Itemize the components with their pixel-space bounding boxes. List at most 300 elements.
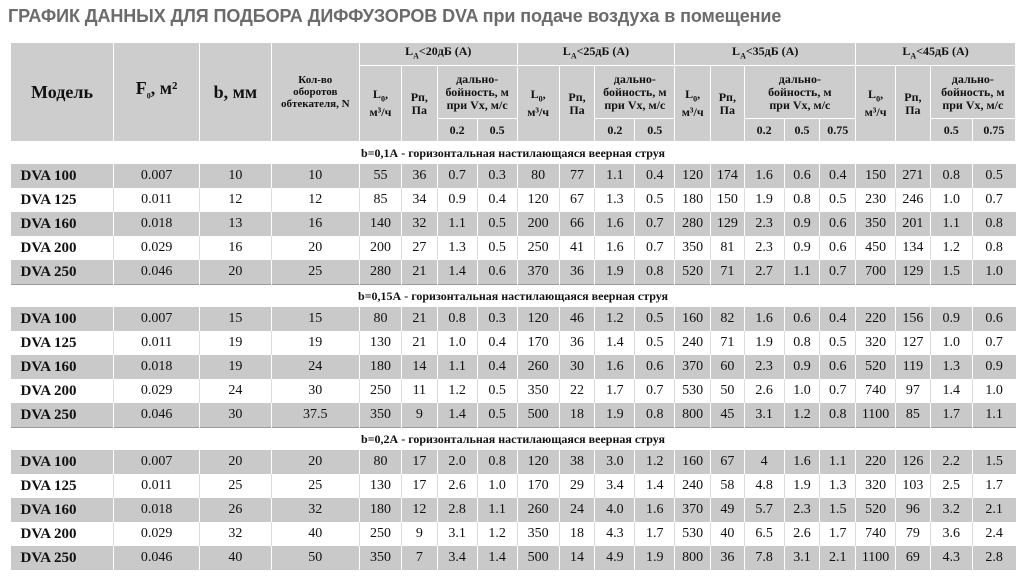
- table-cell: 2.1: [972, 498, 1015, 522]
- table-cell: 19: [271, 331, 359, 355]
- table-row: [11, 522, 1016, 546]
- table-cell: 1.1: [437, 355, 477, 379]
- table-header: [11, 43, 1016, 142]
- table-cell: 0.4: [477, 331, 517, 355]
- model-cell: DVA 200: [11, 522, 114, 546]
- table-cell: 36: [559, 260, 595, 285]
- model-cell: DVA 250: [11, 403, 114, 428]
- table-cell: 260: [517, 355, 559, 379]
- table-cell: 2.3: [744, 355, 784, 379]
- table-cell: 1.4: [437, 403, 477, 428]
- table-cell: 120: [675, 164, 711, 188]
- table-cell: 0.018: [114, 355, 200, 379]
- table-cell: 77: [559, 164, 595, 188]
- table-cell: 120: [517, 307, 559, 331]
- table-cell: 20: [200, 260, 271, 285]
- table-cell: 1.7: [595, 379, 635, 403]
- table-cell: 32: [271, 498, 359, 522]
- table-cell: 1.7: [820, 522, 856, 546]
- table-cell: 67: [559, 188, 595, 212]
- table-cell: 0.018: [114, 212, 200, 236]
- section-header: [11, 285, 1016, 308]
- table-cell: 800: [675, 403, 711, 428]
- table-cell: 20: [200, 450, 271, 474]
- header-b: b, мм: [200, 43, 271, 142]
- table-cell: 0.4: [477, 188, 517, 212]
- table-cell: 1.0: [972, 379, 1015, 403]
- section-header: [11, 142, 1016, 165]
- table-cell: 7.8: [744, 546, 784, 570]
- table-cell: 350: [359, 403, 401, 428]
- table-cell: 46: [559, 307, 595, 331]
- table-cell: 0.9: [972, 355, 1015, 379]
- table-cell: 4.9: [595, 546, 635, 570]
- table-cell: 0.5: [477, 236, 517, 260]
- table-row: [11, 355, 1016, 379]
- header-l0: $L_0$, м³/ч: [675, 66, 711, 142]
- table-cell: 1.0: [972, 260, 1015, 285]
- table-cell: 0.011: [114, 188, 200, 212]
- table-cell: 1.7: [972, 474, 1015, 498]
- table-cell: 24: [271, 355, 359, 379]
- table-cell: 0.5: [820, 188, 856, 212]
- table-cell: 13: [200, 212, 271, 236]
- table-cell: 0.018: [114, 498, 200, 522]
- table-cell: 1.6: [595, 236, 635, 260]
- table-cell: 1.9: [744, 331, 784, 355]
- table-cell: 0.8: [820, 403, 856, 428]
- group-header-25db: $L_A<25дБ$ (А): [517, 43, 675, 66]
- table-cell: 66: [559, 212, 595, 236]
- table-cell: 25: [200, 474, 271, 498]
- table-cell: 1.0: [930, 331, 972, 355]
- table-cell: 40: [200, 546, 271, 570]
- table-cell: 37.5: [271, 403, 359, 428]
- table-cell: 2.6: [744, 379, 784, 403]
- header-turns: Кол-во оборотов обтекателя, N: [271, 43, 359, 142]
- table-cell: 1.1: [820, 450, 856, 474]
- table-cell: 16: [271, 212, 359, 236]
- table-cell: 0.6: [820, 236, 856, 260]
- table-cell: 2.8: [437, 498, 477, 522]
- table-cell: 120: [517, 450, 559, 474]
- table-cell: 71: [711, 331, 745, 355]
- table-cell: 2.3: [744, 212, 784, 236]
- table-cell: 24: [200, 379, 271, 403]
- group-header-20db: $L_A<20дБ$ (А): [359, 43, 517, 66]
- table-cell: 19: [200, 331, 271, 355]
- table-cell: 82: [711, 307, 745, 331]
- table-cell: 3.2: [930, 498, 972, 522]
- table-cell: 180: [675, 188, 711, 212]
- table-cell: 3.1: [784, 546, 820, 570]
- group-header-35db: $L_A<35дБ$ (А): [675, 43, 856, 66]
- table-cell: 0.6: [477, 260, 517, 285]
- table-cell: 0.6: [784, 307, 820, 331]
- table-cell: 1.1: [595, 164, 635, 188]
- table-cell: 0.8: [437, 307, 477, 331]
- table-cell: 0.7: [820, 260, 856, 285]
- header-l0: $L_0$, м³/ч: [856, 66, 896, 142]
- table-cell: 17: [401, 450, 437, 474]
- table-cell: 126: [896, 450, 931, 474]
- table-cell: 370: [675, 498, 711, 522]
- table-cell: 60: [711, 355, 745, 379]
- table-cell: 32: [401, 212, 437, 236]
- table-cell: 2.6: [437, 474, 477, 498]
- table-cell: 0.5: [635, 331, 675, 355]
- table-cell: 40: [711, 522, 745, 546]
- table-cell: 1.7: [930, 403, 972, 428]
- table-cell: 26: [200, 498, 271, 522]
- table-cell: 0.5: [635, 307, 675, 331]
- table-cell: 0.046: [114, 260, 200, 285]
- table-cell: 0.7: [437, 164, 477, 188]
- table-cell: 14: [401, 355, 437, 379]
- table-cell: 0.8: [784, 188, 820, 212]
- table-row: [11, 188, 1016, 212]
- table-cell: 1.9: [784, 474, 820, 498]
- table-cell: 1.3: [437, 236, 477, 260]
- table-cell: 1.2: [477, 522, 517, 546]
- table-cell: 45: [711, 403, 745, 428]
- table-cell: 14: [559, 546, 595, 570]
- table-cell: 20: [271, 236, 359, 260]
- header-rp: Рп, Па: [559, 66, 595, 142]
- table-cell: 0.5: [972, 164, 1015, 188]
- table-cell: 370: [517, 260, 559, 285]
- table-cell: 0.6: [784, 164, 820, 188]
- table-cell: 1.6: [744, 164, 784, 188]
- table-cell: 69: [896, 546, 931, 570]
- table-cell: 18: [559, 522, 595, 546]
- table-cell: 2.4: [972, 522, 1015, 546]
- model-cell: DVA 200: [11, 236, 114, 260]
- table-cell: 29: [559, 474, 595, 498]
- table-cell: 0.046: [114, 546, 200, 570]
- header-vx: 0.5: [477, 119, 517, 142]
- table-cell: 0.046: [114, 403, 200, 428]
- table-cell: 1.0: [477, 474, 517, 498]
- table-cell: 0.011: [114, 331, 200, 355]
- table-row: [11, 546, 1016, 570]
- table-cell: 12: [401, 498, 437, 522]
- table-cell: 450: [856, 236, 896, 260]
- table-cell: 9: [401, 403, 437, 428]
- table-cell: 5.7: [744, 498, 784, 522]
- header-rp: Рп, Па: [896, 66, 931, 142]
- table-cell: 130: [359, 331, 401, 355]
- header-throw: дально- бойность, м при Vx, м/с: [437, 66, 517, 119]
- table-cell: 119: [896, 355, 931, 379]
- table-cell: 15: [200, 307, 271, 331]
- table-cell: 1100: [856, 403, 896, 428]
- table-cell: 30: [271, 379, 359, 403]
- table-cell: 0.029: [114, 522, 200, 546]
- table-cell: 220: [856, 450, 896, 474]
- table-cell: 0.7: [635, 236, 675, 260]
- table-cell: 1.1: [477, 498, 517, 522]
- table-cell: 1.4: [930, 379, 972, 403]
- table-cell: 0.8: [635, 260, 675, 285]
- model-cell: DVA 160: [11, 498, 114, 522]
- header-vx: 0.5: [635, 119, 675, 142]
- page-title: ГРАФИК ДАННЫХ ДЛЯ ПОДБОРА ДИФФУЗОРОВ DVA при подаче воздуха в помещение: [8, 6, 782, 26]
- table-cell: 20: [271, 450, 359, 474]
- table-cell: 15: [271, 307, 359, 331]
- model-cell: DVA 250: [11, 546, 114, 570]
- table-cell: 0.7: [635, 212, 675, 236]
- table-cell: 271: [896, 164, 931, 188]
- table-cell: 0.6: [972, 307, 1015, 331]
- table-cell: 2.1: [820, 546, 856, 570]
- table-cell: 19: [200, 355, 271, 379]
- table-cell: 38: [559, 450, 595, 474]
- table-cell: 1.4: [635, 474, 675, 498]
- table-cell: 1.5: [972, 450, 1015, 474]
- table-cell: 50: [271, 546, 359, 570]
- header-vx: 0.75: [820, 119, 856, 142]
- model-cell: DVA 200: [11, 379, 114, 403]
- table-cell: 280: [675, 212, 711, 236]
- table-cell: 200: [359, 236, 401, 260]
- table-cell: 0.4: [820, 164, 856, 188]
- table-cell: 129: [896, 260, 931, 285]
- section-header: [11, 428, 1016, 451]
- header-vx: 0.2: [744, 119, 784, 142]
- table-row: [11, 164, 1016, 188]
- table-cell: 0.029: [114, 236, 200, 260]
- table-cell: 25: [271, 260, 359, 285]
- group-header-45db: $L_A<45дБ$ (А): [856, 43, 1016, 66]
- table-cell: 1.1: [930, 212, 972, 236]
- header-vx: 0.2: [595, 119, 635, 142]
- table-cell: 520: [675, 260, 711, 285]
- table-cell: 81: [711, 236, 745, 260]
- table-cell: 740: [856, 522, 896, 546]
- table-cell: 30: [559, 355, 595, 379]
- header-model: Модель: [11, 43, 114, 142]
- table-cell: 18: [559, 403, 595, 428]
- table-cell: 500: [517, 403, 559, 428]
- table-cell: 49: [711, 498, 745, 522]
- table-cell: 160: [675, 307, 711, 331]
- table-cell: 103: [896, 474, 931, 498]
- model-cell: DVA 125: [11, 188, 114, 212]
- table-cell: 520: [856, 498, 896, 522]
- table-cell: 130: [359, 474, 401, 498]
- table-cell: 1.6: [595, 212, 635, 236]
- table-cell: 6.5: [744, 522, 784, 546]
- table-cell: 0.007: [114, 164, 200, 188]
- table-cell: 0.9: [784, 236, 820, 260]
- table-cell: 520: [856, 355, 896, 379]
- table-cell: 2.7: [744, 260, 784, 285]
- table-row: [11, 474, 1016, 498]
- table-cell: 71: [711, 260, 745, 285]
- table-cell: 32: [200, 522, 271, 546]
- table-cell: 12: [200, 188, 271, 212]
- diffuser-data-table: [10, 42, 1016, 570]
- table-cell: 350: [517, 522, 559, 546]
- table-cell: 1.2: [784, 403, 820, 428]
- table-cell: 1.9: [744, 188, 784, 212]
- section-label: b=0,2А - горизонтальная настилающаяся веерная струя: [11, 428, 1016, 451]
- table-cell: 50: [711, 379, 745, 403]
- table-cell: 79: [896, 522, 931, 546]
- table-row: [11, 450, 1016, 474]
- table-cell: 700: [856, 260, 896, 285]
- table-cell: 1.6: [635, 498, 675, 522]
- table-cell: 85: [896, 403, 931, 428]
- table-body: [11, 142, 1016, 571]
- table-cell: 350: [856, 212, 896, 236]
- table-cell: 250: [517, 236, 559, 260]
- table-cell: 0.8: [635, 403, 675, 428]
- table-cell: 1.5: [820, 498, 856, 522]
- table-cell: 134: [896, 236, 931, 260]
- model-cell: DVA 125: [11, 474, 114, 498]
- table-row: [11, 212, 1016, 236]
- table-cell: 250: [359, 379, 401, 403]
- table-cell: 10: [200, 164, 271, 188]
- table-cell: 0.5: [477, 212, 517, 236]
- table-cell: 150: [711, 188, 745, 212]
- table-cell: 1.4: [595, 331, 635, 355]
- table-cell: 0.4: [635, 164, 675, 188]
- table-cell: 2.8: [972, 546, 1015, 570]
- table-cell: 201: [896, 212, 931, 236]
- table-cell: 200: [517, 212, 559, 236]
- header-rp: Рп, Па: [401, 66, 437, 142]
- table-cell: 1.2: [595, 307, 635, 331]
- table-cell: 0.6: [820, 355, 856, 379]
- table-cell: 1.0: [437, 331, 477, 355]
- table-cell: 96: [896, 498, 931, 522]
- table-cell: 40: [271, 522, 359, 546]
- table-row: [11, 331, 1016, 355]
- table-cell: 1.9: [595, 260, 635, 285]
- table-cell: 4.3: [930, 546, 972, 570]
- table-cell: 370: [675, 355, 711, 379]
- table-cell: 1.1: [437, 212, 477, 236]
- table-cell: 0.8: [784, 331, 820, 355]
- table-cell: 0.7: [820, 379, 856, 403]
- table-cell: 240: [675, 474, 711, 498]
- table-cell: 2.3: [744, 236, 784, 260]
- table-cell: 0.3: [477, 307, 517, 331]
- table-cell: 1.2: [437, 379, 477, 403]
- table-cell: 36: [559, 331, 595, 355]
- table-cell: 4.0: [595, 498, 635, 522]
- table-cell: 0.9: [784, 212, 820, 236]
- table-cell: 2.5: [930, 474, 972, 498]
- table-cell: 1.9: [635, 546, 675, 570]
- table-row: [11, 379, 1016, 403]
- table-cell: 0.7: [635, 379, 675, 403]
- table-cell: 0.029: [114, 379, 200, 403]
- table-cell: 3.1: [744, 403, 784, 428]
- table-cell: 220: [856, 307, 896, 331]
- table-cell: 530: [675, 379, 711, 403]
- table-cell: 280: [359, 260, 401, 285]
- model-cell: DVA 160: [11, 212, 114, 236]
- table-cell: 17: [401, 474, 437, 498]
- header-throw: дально- бойность, м при Vx, м/с: [744, 66, 855, 119]
- table-cell: 0.8: [972, 236, 1015, 260]
- table-cell: 1.6: [744, 307, 784, 331]
- table-cell: 21: [401, 331, 437, 355]
- table-cell: 0.4: [477, 355, 517, 379]
- table-cell: 350: [359, 546, 401, 570]
- table-cell: 16: [200, 236, 271, 260]
- table-cell: 0.9: [784, 355, 820, 379]
- header-vx: 0.5: [784, 119, 820, 142]
- table-cell: 1.5: [930, 260, 972, 285]
- table-cell: 0.6: [820, 212, 856, 236]
- table-cell: 320: [856, 331, 896, 355]
- table-cell: 0.9: [930, 307, 972, 331]
- table-row: [11, 403, 1016, 428]
- table-cell: 170: [517, 331, 559, 355]
- table-cell: 85: [359, 188, 401, 212]
- table-row: [11, 498, 1016, 522]
- table-cell: 180: [359, 498, 401, 522]
- table-cell: 3.1: [437, 522, 477, 546]
- table-cell: 800: [675, 546, 711, 570]
- table-cell: 180: [359, 355, 401, 379]
- table-cell: 240: [675, 331, 711, 355]
- table-cell: 30: [200, 403, 271, 428]
- table-cell: 250: [359, 522, 401, 546]
- table-cell: 4.3: [595, 522, 635, 546]
- table-cell: 2.2: [930, 450, 972, 474]
- table-cell: 1.2: [635, 450, 675, 474]
- table-cell: 9: [401, 522, 437, 546]
- section-label: b=0,1А - горизонтальная настилающаяся веерная струя: [11, 142, 1016, 165]
- table-cell: 1.4: [477, 546, 517, 570]
- table-cell: 24: [559, 498, 595, 522]
- table-cell: 0.7: [972, 331, 1015, 355]
- table-cell: 97: [896, 379, 931, 403]
- header-rp: Рп, Па: [711, 66, 745, 142]
- model-cell: DVA 100: [11, 450, 114, 474]
- model-cell: DVA 100: [11, 164, 114, 188]
- table-cell: 11: [401, 379, 437, 403]
- table-cell: 0.5: [820, 331, 856, 355]
- table-cell: 1.6: [595, 355, 635, 379]
- table-cell: 174: [711, 164, 745, 188]
- table-cell: 80: [359, 307, 401, 331]
- table-cell: 127: [896, 331, 931, 355]
- table-cell: 1.3: [820, 474, 856, 498]
- table-cell: 1.6: [784, 450, 820, 474]
- table-cell: 7: [401, 546, 437, 570]
- table-cell: 246: [896, 188, 931, 212]
- table-cell: 260: [517, 498, 559, 522]
- table-cell: 156: [896, 307, 931, 331]
- table-cell: 1.1: [972, 403, 1015, 428]
- table-cell: 160: [675, 450, 711, 474]
- table-cell: 3.6: [930, 522, 972, 546]
- model-cell: DVA 250: [11, 260, 114, 285]
- header-f0: $F_0$, м²: [114, 43, 200, 142]
- table-cell: 0.9: [437, 188, 477, 212]
- table-cell: 25: [271, 474, 359, 498]
- table-cell: 0.7: [972, 188, 1015, 212]
- table-cell: 0.4: [820, 307, 856, 331]
- table-cell: 1.1: [784, 260, 820, 285]
